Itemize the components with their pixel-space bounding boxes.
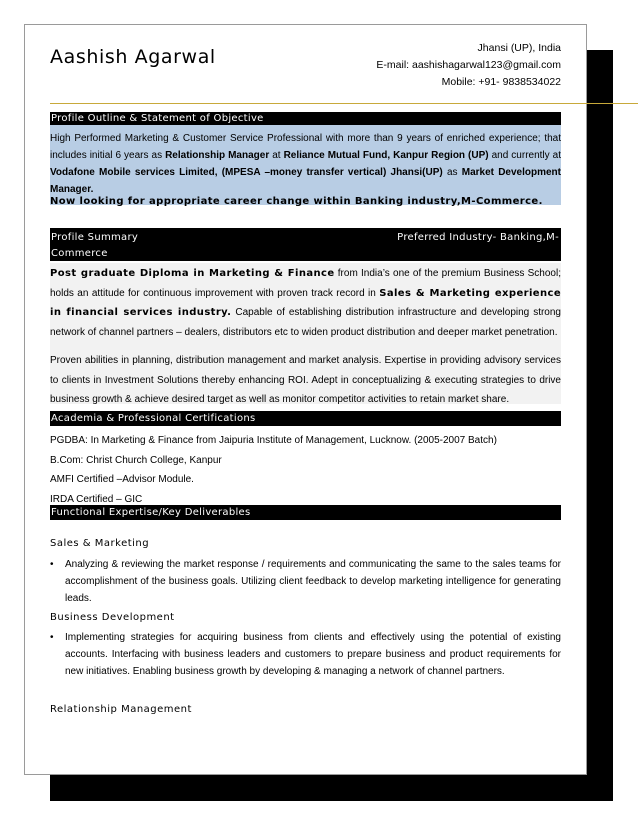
contact-block [376, 40, 561, 91]
summary-heading: Profile Summary [51, 232, 139, 243]
header-divider [50, 103, 638, 104]
page-shadow-right [587, 50, 613, 801]
objective-paragraph: High Performed Marketing & Customer Service Professional with more than 9 years of enriched experience; that includes initial 6 years as Relationship Manager at Reliance Mutual Fund, Kanpur Region (UP) and currently at Vodafone Mobile services Limited, (MPESA –money transfer vertical) Jhansi(UP) as Market Development Manager. [50, 133, 561, 195]
objective-looking-for: Now looking for appropriate career change within Banking industry,M-Commerce. [50, 196, 543, 207]
subheading-sales-marketing: Sales & Marketing [50, 538, 150, 549]
academia-item: PGDBA: In Marketing & Finance from Jaipuria Institute of Management, Lucknow. (2005-2007 Batch) [50, 435, 497, 446]
bullet-icon: • [50, 632, 54, 643]
subheading-relationship-management: Relationship Management [50, 704, 192, 715]
contact-email: E-mail: aashishagarwal123@gmail.com [376, 59, 561, 71]
section-heading-expertise: Functional Expertise/Key Deliverables [50, 505, 561, 520]
section-heading-objective: Profile Outline & Statement of Objective [50, 112, 561, 126]
contact-location: Jhansi (UP), India [477, 42, 561, 54]
summary-paragraph-1: Post graduate Diploma in Marketing & Finance from India’s one of the premium Business School; holds an attitude for continuous improvement with proven track record in Sales & Marketing experience in financial services industry. Capable of establishing distribution infrastructure and developing strong network of channel partners – dealers, distributors etc to widen product distribution and deeper market penetration. [50, 268, 562, 338]
preferred-industry-continued: Commerce [51, 248, 108, 259]
summary-paragraph-2: Proven abilities in planning, distribution management and market analysis. Expertise in providing advisory services to clients in Investment Solutions thereby enhancing ROI. Adept in conceptualizing & executing strategies to drive business growth & achieve desired target as well as monitor competitor activities to retain market share. [50, 355, 561, 405]
page-shadow-bottom [50, 775, 613, 801]
sales-bullet: • Analyzing & reviewing the market response / requirements and communicating the same to the sales teams for accomplishment of the business goals. Utilizing client feedback to develop marketing intelligence for generating leads. [50, 556, 561, 607]
academia-item: AMFI Certified –Advisor Module. [50, 474, 194, 485]
candidate-name: Aashish Agarwal [50, 46, 216, 68]
academia-list [50, 431, 561, 509]
academia-item: B.Com: Christ Church College, Kanpur [50, 454, 222, 466]
preferred-industry: Preferred Industry- Banking,M- [397, 232, 559, 243]
academia-item: IRDA Certified – GIC [50, 493, 143, 505]
contact-mobile: Mobile: +91- 9838534022 [441, 76, 561, 88]
section-heading-summary [50, 228, 561, 261]
business-development-bullet: • Implementing strategies for acquiring business from clients and effectively using the potential of existing accounts. Interfacing with business leaders and customers to prepare business and product requirements for new initiatives. Enabling business growth by developing & managing a network of channel partners. [50, 629, 561, 680]
section-heading-academia: Academia & Professional Certifications [50, 411, 561, 426]
subheading-business-development: Business Development [50, 612, 175, 623]
bullet-icon: • [50, 559, 54, 570]
